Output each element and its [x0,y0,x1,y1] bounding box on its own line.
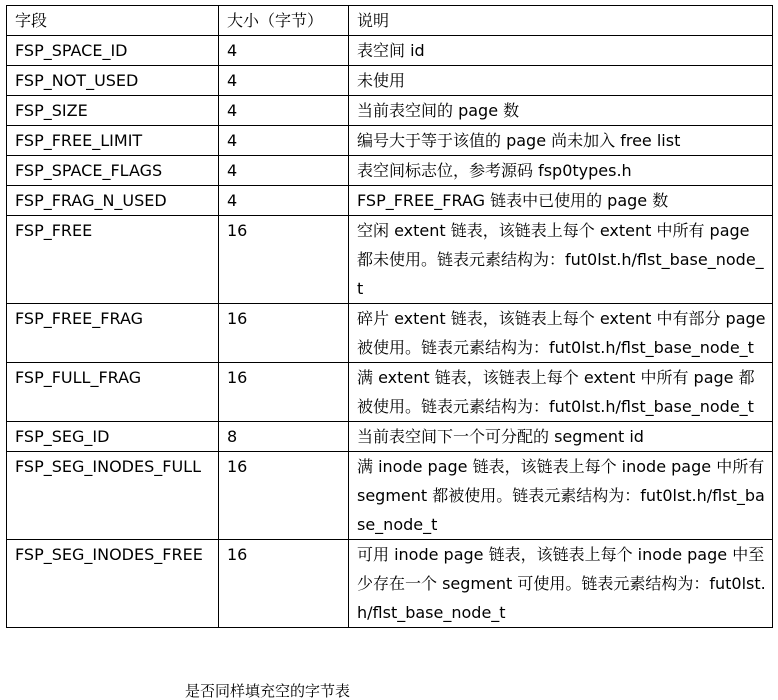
cell-description: 表空间标志位，参考源码 fsp0types.h [349,156,773,186]
cell-description: 可用 inode page 链表，该链表上每个 inode page 中至少存在一个 segment 可使用。链表元素结构为：fut0lst.h/flst_base_node_t [349,540,773,628]
header-description: 说明 [349,6,773,36]
cell-size: 4 [219,126,349,156]
cell-field: FSP_SEG_INODES_FULL [7,452,219,540]
cell-description: 未使用 [349,66,773,96]
cell-description: 当前表空间下一个可分配的 segment id [349,422,773,452]
table-header-row [7,6,773,36]
fsp-header-table [6,5,773,628]
table-caption [185,682,545,700]
table-row [7,36,773,66]
cell-field: FSP_FREE_LIMIT [7,126,219,156]
table-row [7,452,773,540]
cell-description: 满 extent 链表，该链表上每个 extent 中所有 page 都被使用。链表元素结构为：fut0lst.h/flst_base_node_t [349,363,773,422]
table-row [7,126,773,156]
cell-description: 编号大于等于该值的 page 尚未加入 free list [349,126,773,156]
cell-description: FSP_FREE_FRAG 链表中已使用的 page 数 [349,186,773,216]
table-row [7,304,773,363]
cell-field: FSP_SEG_ID [7,422,219,452]
cell-field: FSP_SPACE_FLAGS [7,156,219,186]
cell-size: 16 [219,304,349,363]
table-row [7,422,773,452]
cell-description: 当前表空间的 page 数 [349,96,773,126]
cell-description: 满 inode page 链表，该链表上每个 inode page 中所有 segment 都被使用。链表元素结构为：fut0lst.h/flst_base_node_t [349,452,773,540]
cell-size: 4 [219,96,349,126]
cell-description: 空闲 extent 链表，该链表上每个 extent 中所有 page 都未使用。链表元素结构为：fut0lst.h/flst_base_node_t [349,216,773,304]
cell-size: 16 [219,363,349,422]
table-row [7,66,773,96]
cell-size: 16 [219,216,349,304]
cell-field: FSP_NOT_USED [7,66,219,96]
cell-size: 16 [219,540,349,628]
cell-field: FSP_SIZE [7,96,219,126]
cell-size: 4 [219,186,349,216]
cell-field: FSP_FRAG_N_USED [7,186,219,216]
table-row [7,540,773,628]
header-field: 字段 [7,6,219,36]
table-row [7,156,773,186]
cell-field: FSP_FULL_FRAG [7,363,219,422]
cell-size: 8 [219,422,349,452]
cell-size: 4 [219,66,349,96]
header-size: 大小（字节） [219,6,349,36]
cell-field: FSP_SPACE_ID [7,36,219,66]
table-row [7,96,773,126]
table-row [7,216,773,304]
cell-size: 16 [219,452,349,540]
cell-field: FSP_FREE_FRAG [7,304,219,363]
table-caption-text: 是否同样填充空的字节表 [185,682,351,700]
table-row [7,186,773,216]
cell-description: 表空间 id [349,36,773,66]
cell-size: 4 [219,36,349,66]
cell-field: FSP_SEG_INODES_FREE [7,540,219,628]
table-row [7,363,773,422]
cell-description: 碎片 extent 链表，该链表上每个 extent 中有部分 page 被使用。链表元素结构为：fut0lst.h/flst_base_node_t [349,304,773,363]
cell-field: FSP_FREE [7,216,219,304]
cell-size: 4 [219,156,349,186]
